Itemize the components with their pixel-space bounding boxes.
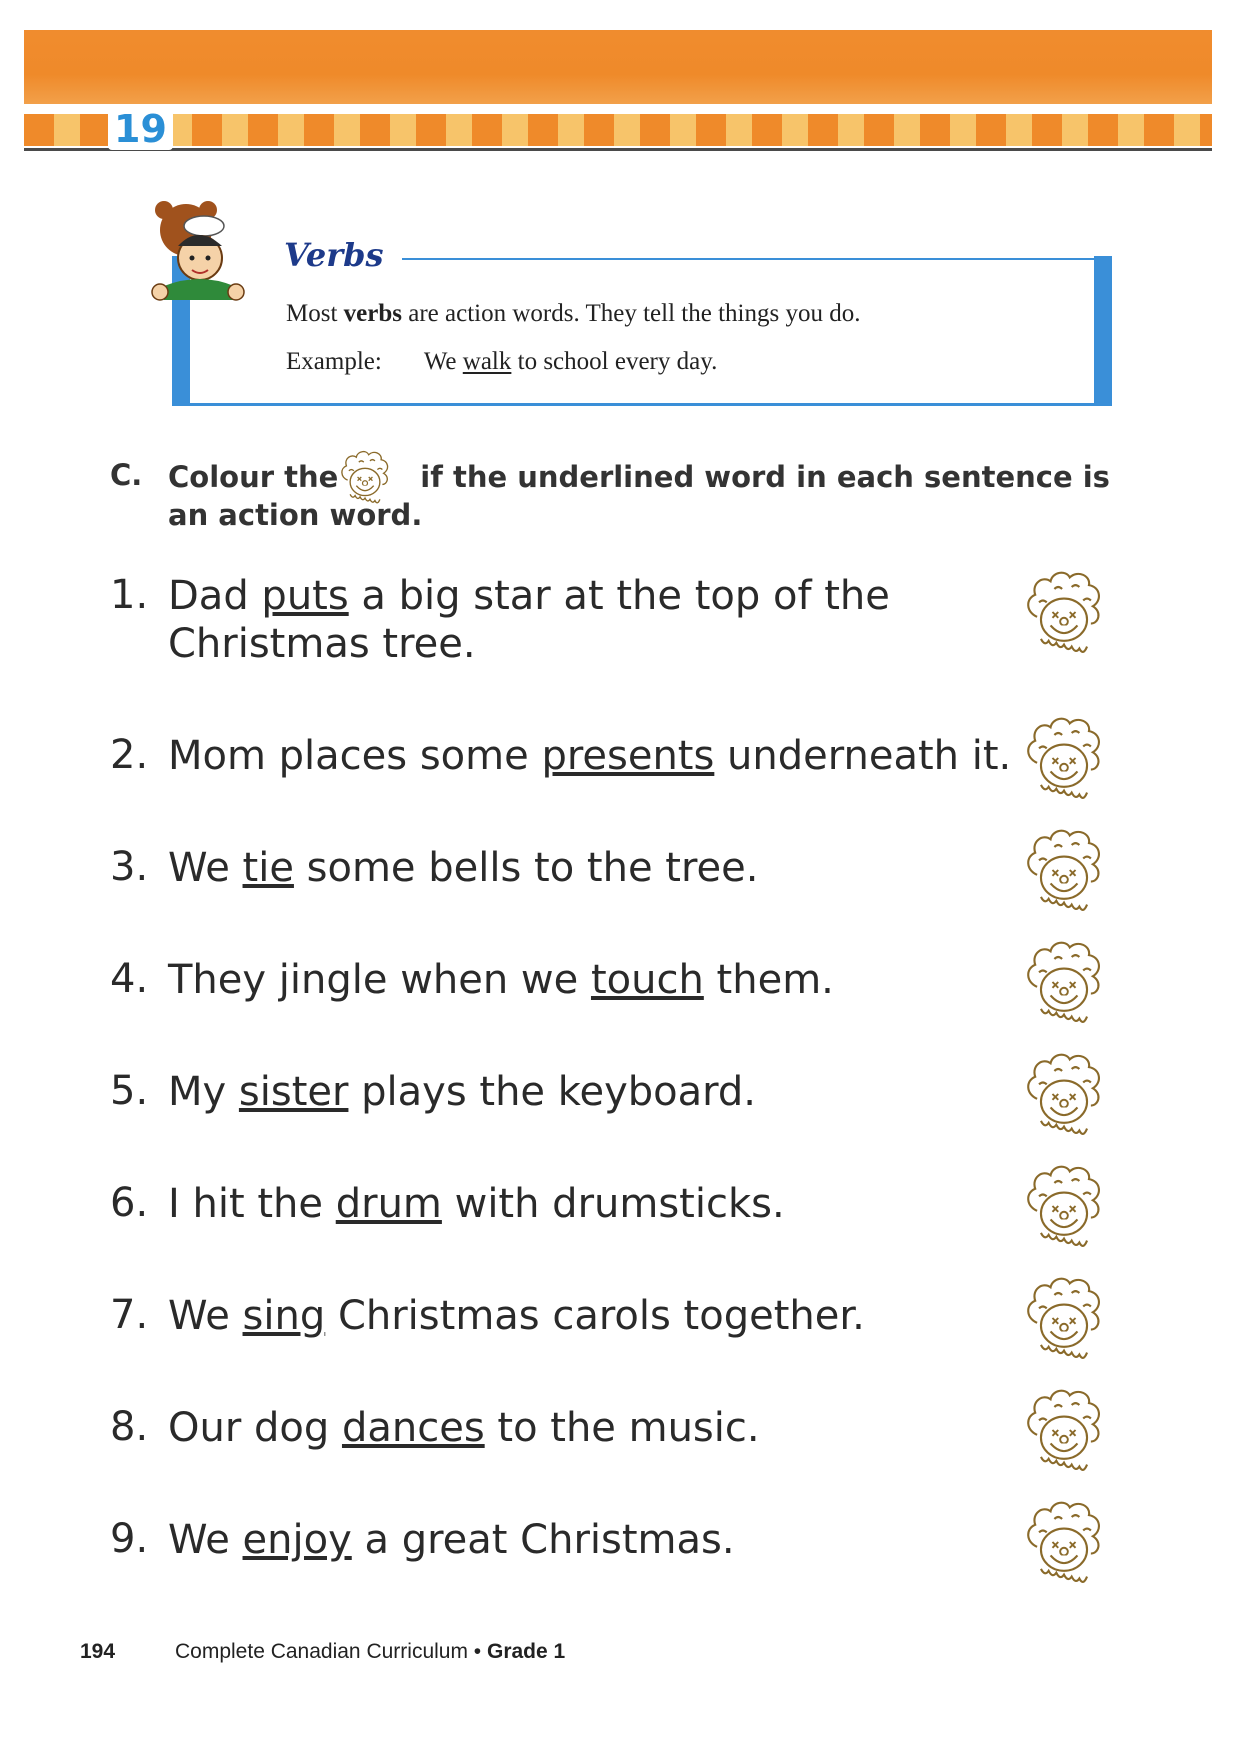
clown-face-icon[interactable] [1016, 1270, 1112, 1366]
clown-face-icon[interactable] [1016, 564, 1112, 660]
clown-face-icon[interactable] [1016, 822, 1112, 918]
underlined-word: tie [242, 845, 294, 891]
header-stripe [24, 114, 1212, 146]
clown-face-icon[interactable] [1016, 934, 1112, 1030]
underlined-word: sister [238, 1069, 349, 1115]
keyword-verbs: verbs [343, 300, 402, 327]
header-banner [24, 30, 1212, 104]
underlined-word: drum [335, 1181, 442, 1227]
book-title: Complete Canadian Curriculum • Grade 1 [175, 1640, 566, 1663]
concept-example: Example: We walk to school every day. [286, 348, 718, 375]
clown-face-icon[interactable] [1016, 1158, 1112, 1254]
concept-box [172, 256, 1112, 406]
underlined-word: enjoy [242, 1517, 352, 1563]
concept-definition: Most verbs are action words. They tell the things you do. [286, 300, 861, 327]
clown-face-icon[interactable] [1016, 710, 1112, 806]
header-rule [24, 148, 1212, 151]
mascot-icon [142, 196, 272, 326]
clown-face-icon[interactable] [1016, 1494, 1112, 1590]
concept-title: Verbs [284, 236, 384, 274]
example-label: Example: [286, 348, 382, 375]
grade-label: Grade 1 [487, 1640, 566, 1663]
clown-face-icon [334, 446, 396, 508]
instruction-text: Colour the if the underlined word in each sentence is an action word. [168, 460, 1110, 532]
underlined-word: presents [541, 733, 715, 779]
underlined-word: puts [261, 573, 349, 619]
concept-title-rule [402, 258, 1110, 260]
underlined-word: dances [341, 1405, 485, 1451]
page-number: 194 [80, 1640, 116, 1663]
example-verb: walk [462, 348, 512, 375]
clown-face-icon[interactable] [1016, 1046, 1112, 1142]
underlined-word: touch [590, 957, 704, 1003]
clown-face-icon[interactable] [1016, 1382, 1112, 1478]
section-letter: C. [110, 458, 143, 492]
unit-number: 19 [108, 108, 173, 150]
underlined-word: sing [242, 1293, 326, 1339]
